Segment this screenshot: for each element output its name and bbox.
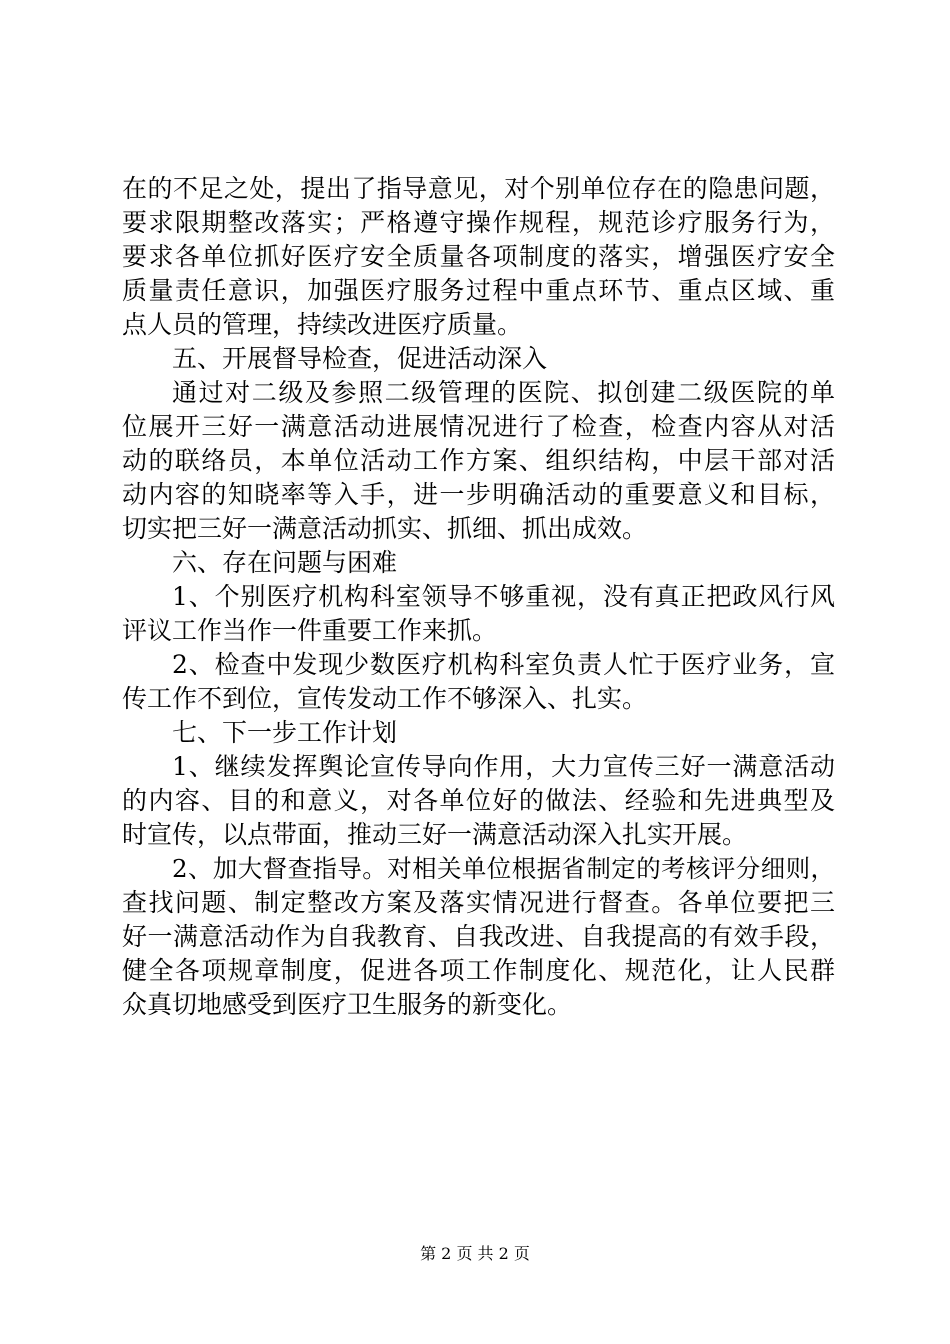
text-line: 的内容、目的和意义，对各单位好的做法、经验和先进典型及 — [122, 786, 835, 815]
text-line: 动内容的知晓率等入手，进一步明确活动的重要意义和目标， — [122, 480, 835, 509]
text-line: 切实把三好一满意活动抓实、抓细、抓出成效。 — [122, 514, 648, 543]
text-line: 时宣传，以点带面，推动三好一满意活动深入扎实开展。 — [122, 820, 748, 849]
text-line: 1、继续发挥舆论宣传导向作用，大力宣传三好一满意活动 — [172, 752, 835, 781]
text-line: 位展开三好一满意活动进展情况进行了检查，检查内容从对活 — [122, 412, 835, 441]
text-line: 要求各单位抓好医疗安全质量各项制度的落实，增强医疗安全 — [122, 242, 835, 271]
text-line: 在的不足之处，提出了指导意见，对个别单位存在的隐患问题， — [122, 174, 835, 203]
text-line: 动的联络员，本单位活动工作方案、组织结构，中层干部对活 — [122, 446, 835, 475]
text-line: 1、个别医疗机构科室领导不够重视，没有真正把政风行风 — [172, 582, 835, 611]
text-line: 点人员的管理，持续改进医疗质量。 — [122, 310, 523, 339]
text-line: 六、存在问题与困难 — [172, 548, 398, 577]
text-line: 质量责任意识，加强医疗服务过程中重点环节、重点区域、重 — [122, 276, 835, 305]
text-line: 2、检查中发现少数医疗机构科室负责人忙于医疗业务，宣 — [172, 650, 835, 679]
text-line: 要求限期整改落实；严格遵守操作规程，规范诊疗服务行为， — [122, 208, 835, 237]
text-line: 查找问题、制定整改方案及落实情况进行督查。各单位要把三 — [122, 888, 835, 917]
text-line: 好一满意活动作为自我教育、自我改进、自我提高的有效手段， — [122, 922, 835, 951]
text-line: 2、加大督查指导。对相关单位根据省制定的考核评分细则， — [172, 854, 835, 883]
text-line: 评议工作当作一件重要工作来抓。 — [122, 616, 498, 645]
text-line: 七、下一步工作计划 — [172, 718, 398, 747]
page-footer: 第 2 页 共 2 页 — [420, 1244, 530, 1263]
text-line: 五、开展督导检查，促进活动深入 — [172, 344, 548, 373]
text-line: 健全各项规章制度，促进各项工作制度化、规范化，让人民群 — [122, 956, 835, 985]
text-line: 通过对二级及参照二级管理的医院、拟创建二级医院的单 — [172, 378, 835, 407]
text-line: 众真切地感受到医疗卫生服务的新变化。 — [122, 990, 573, 1019]
document-body — [122, 172, 835, 1022]
text-line: 传工作不到位，宣传发动工作不够深入、扎实。 — [122, 684, 648, 713]
